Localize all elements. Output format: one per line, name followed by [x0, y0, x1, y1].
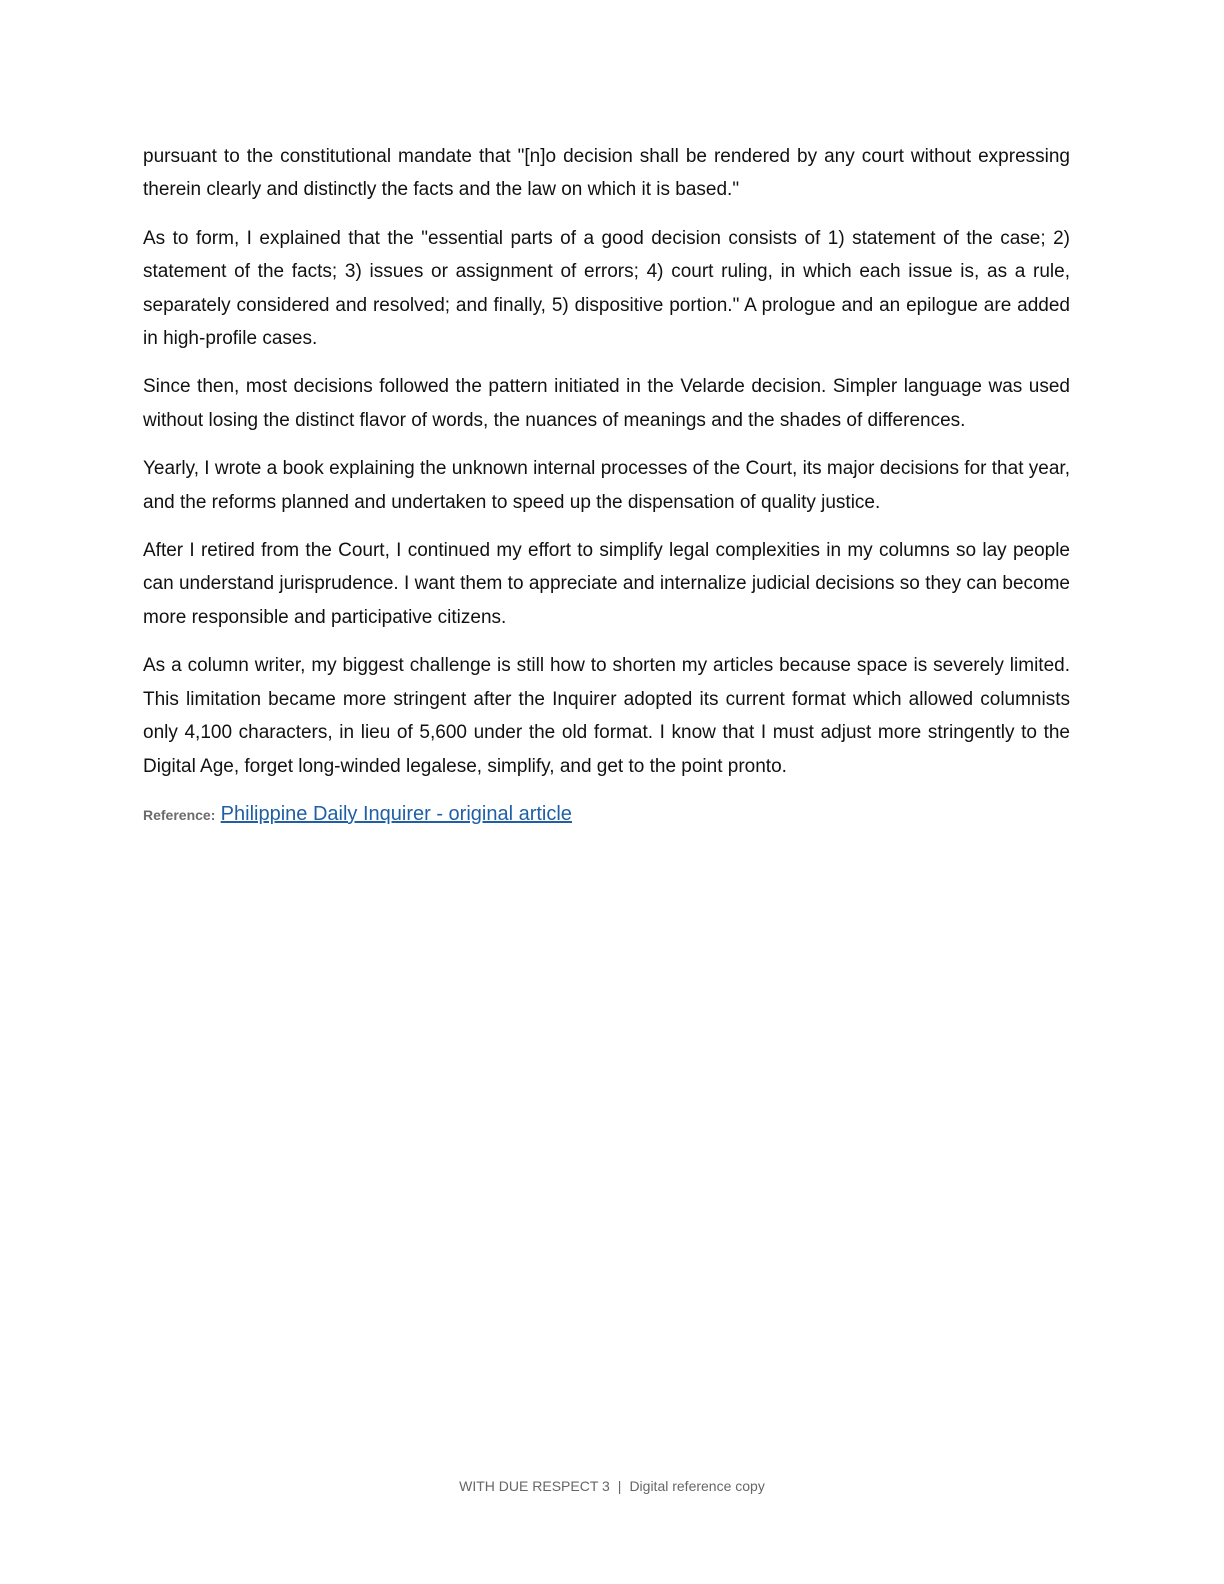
paragraph-3: Since then, most decisions followed the pattern initiated in the Velarde decision. Simpler language was used without losing the distinct flavor of words, the nuances of meanings and the shades of differences. — [143, 376, 1070, 431]
footer-title: WITH DUE RESPECT 3 — [459, 1478, 610, 1494]
document-body — [143, 140, 1070, 830]
paragraph-5: After I retired from the Court, I continued my effort to simplify legal complexities in my columns so lay people can understand jurisprudence. I want them to appreciate and internalize judicial decisions so they can become more responsible and participative citizens. — [143, 540, 1070, 628]
reference-line — [143, 799, 1070, 830]
paragraph-2: As to form, I explained that the "essential parts of a good decision consists of 1) statement of the case; 2) statement of the facts; 3) issues or assignment of errors; 4) court ruling, in which each issue is, as a rule, separately considered and resolved; and finally, 5) dispositive portion." A prologue and an epilogue are added in high-profile cases. — [143, 227, 1070, 350]
paragraph-1: pursuant to the constitutional mandate that "[n]o decision shall be rendered by any court without expressing therein clearly and distinctly the facts and the law on which it is based." — [143, 146, 1070, 201]
page-footer — [0, 1478, 1224, 1494]
paragraph-4: Yearly, I wrote a book explaining the unknown internal processes of the Court, its major decisions for that year, and the reforms planned and undertaken to speed up the dispensation of quality justice. — [143, 458, 1070, 513]
reference-label: Reference: — [143, 806, 216, 823]
paragraph-6: As a column writer, my biggest challenge is still how to shorten my articles because space is severely limited. This limitation became more stringent after the Inquirer adopted its current format which allowed columnists only 4,100 characters, in lieu of 5,600 under the old format. I know that I must adjust more stringently to the Digital Age, forget long-winded legalese, simplify, and get to the point pronto. — [143, 655, 1070, 777]
footer-note: Digital reference copy — [629, 1478, 765, 1494]
reference-link[interactable]: Philippine Daily Inquirer - original article — [220, 802, 572, 825]
footer-separator: | — [617, 1478, 622, 1494]
